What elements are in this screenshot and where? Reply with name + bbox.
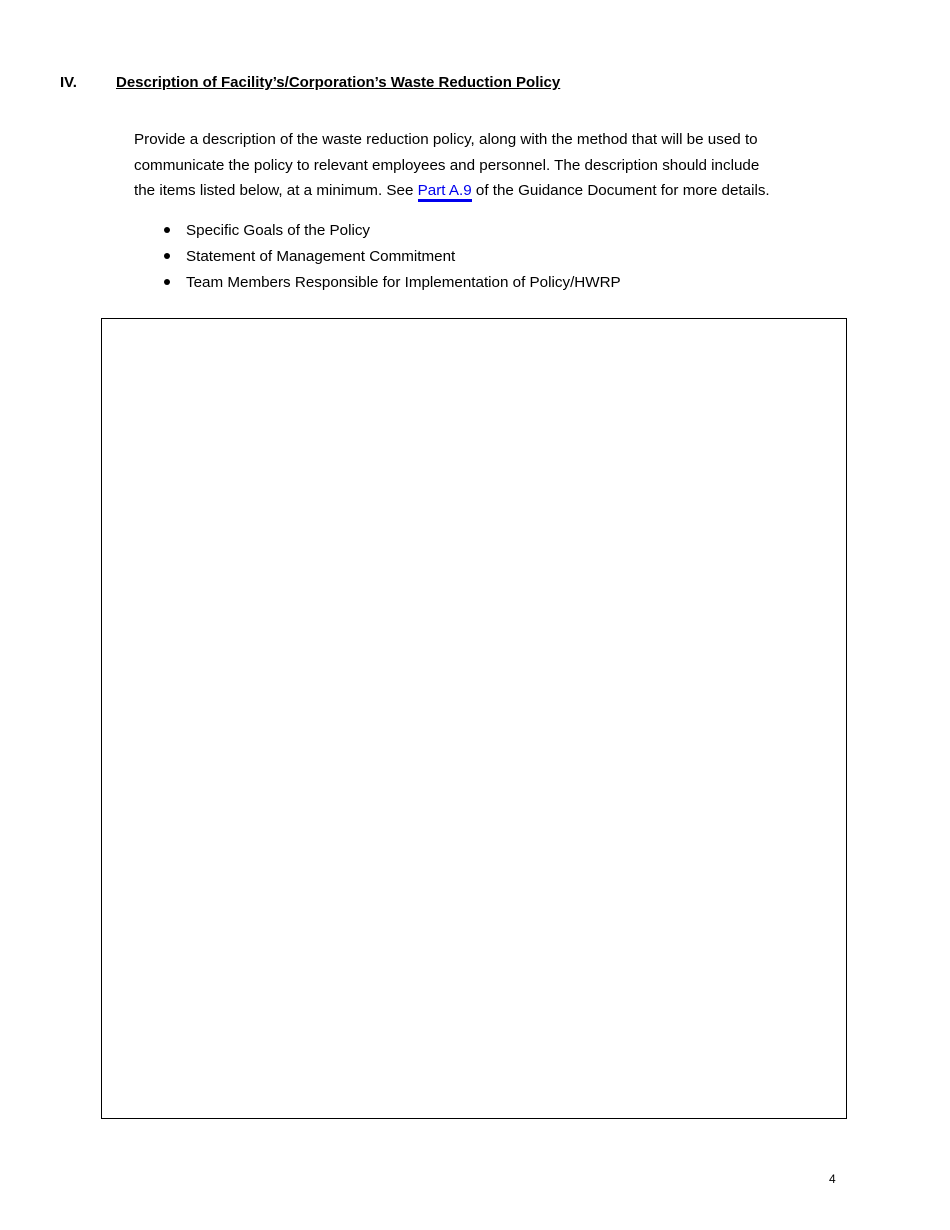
list-item-label: Statement of Management Commitment (186, 247, 456, 265)
list-item-label: Specific Goals of the Policy (186, 222, 371, 239)
page-number: 4 (829, 1172, 836, 1186)
policy-response-text-box[interactable] (101, 318, 847, 1119)
instructions-line-3-tail: of the Guidance Document for more details. (471, 182, 770, 199)
instructions-line-1: Provide a description of the waste reduction policy, along with the method that will be used to (134, 131, 758, 148)
bullet-icon (164, 279, 170, 285)
instructions-line-3-text: the items listed below, at a minimum. See (134, 182, 418, 199)
bullet-icon (164, 227, 170, 233)
list-item-label: Team Members Responsible for Implementation of Policy/HWRP (186, 273, 621, 291)
bullet-icon (164, 253, 170, 259)
required-items-list (160, 218, 621, 295)
instructions-line-2: communicate the policy to relevant employees and personnel. The description should include (134, 156, 760, 174)
section-title: Description of Facility’s/Corporation’s Waste Reduction Policy (116, 74, 561, 91)
list-item (160, 270, 621, 296)
instructions-line-3 (134, 178, 824, 204)
list-item (160, 244, 621, 270)
list-item (160, 218, 621, 244)
instructions-paragraph (134, 127, 824, 204)
section-number: IV. (60, 74, 77, 91)
guidance-part-link[interactable]: Part A.9 (418, 182, 472, 202)
